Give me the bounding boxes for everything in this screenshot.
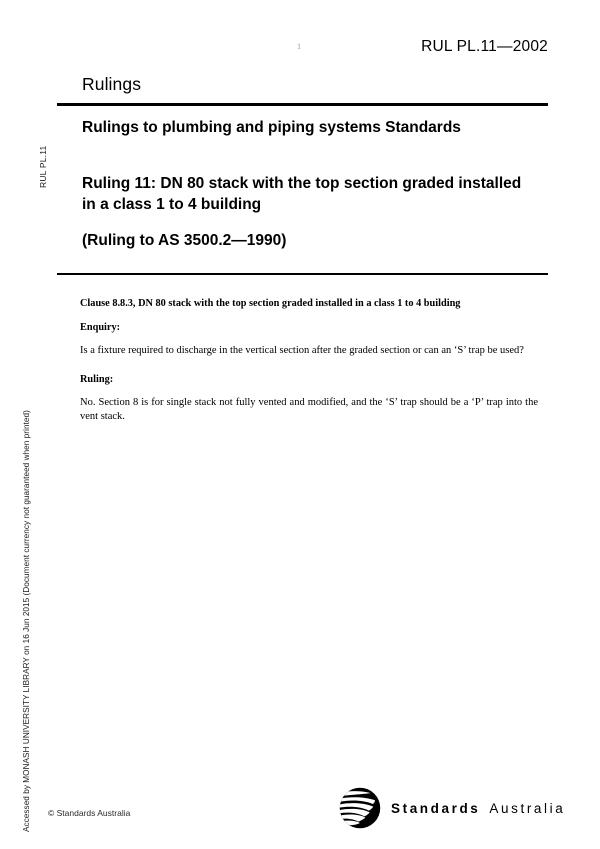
ruling-text: No. Section 8 is for single stack not fully vented and modified, and the ‘S’ trap should be a ‘P’ trap into the vent stack.	[80, 396, 538, 422]
document-reference-header: RUL PL.11—2002	[421, 38, 548, 55]
standards-australia-logo	[338, 786, 565, 830]
standard-reference: (Ruling to AS 3500.2—1990)	[82, 232, 287, 249]
enquiry-text: Is a fixture required to discharge in the vertical section after the graded section or can an ‘S’ trap be used?	[80, 345, 524, 356]
clause-heading: Clause 8.8.3, DN 80 stack with the top section graded installed in a class 1 to 4 building	[80, 298, 461, 309]
logo-word-australia: Australia	[489, 800, 566, 816]
logo-word-standards: Standards	[391, 800, 481, 816]
enquiry-label: Enquiry:	[80, 322, 121, 333]
sidebar-access-notice: Accessed by MONASH UNIVERSITY LIBRARY on 16 Jun 2015 (Document currency not guaranteed when printed)	[22, 410, 31, 832]
title-divider-top	[57, 103, 548, 106]
page-number-marker: 1	[297, 42, 301, 51]
series-title: Rulings	[82, 74, 142, 94]
ruling-label: Ruling:	[80, 373, 114, 385]
page-title: Rulings to plumbing and piping systems Standards	[82, 119, 461, 136]
standards-australia-wordmark	[391, 801, 565, 816]
body-content	[80, 297, 538, 425]
standards-australia-globe-icon	[338, 786, 382, 830]
copyright-notice: © Standards Australia	[48, 808, 131, 818]
sidebar-document-reference: RUL PL.11	[38, 145, 48, 188]
title-divider-bottom	[57, 273, 548, 275]
ruling-title: Ruling 11: DN 80 stack with the top section graded installed in a class 1 to 4 building	[82, 175, 522, 213]
